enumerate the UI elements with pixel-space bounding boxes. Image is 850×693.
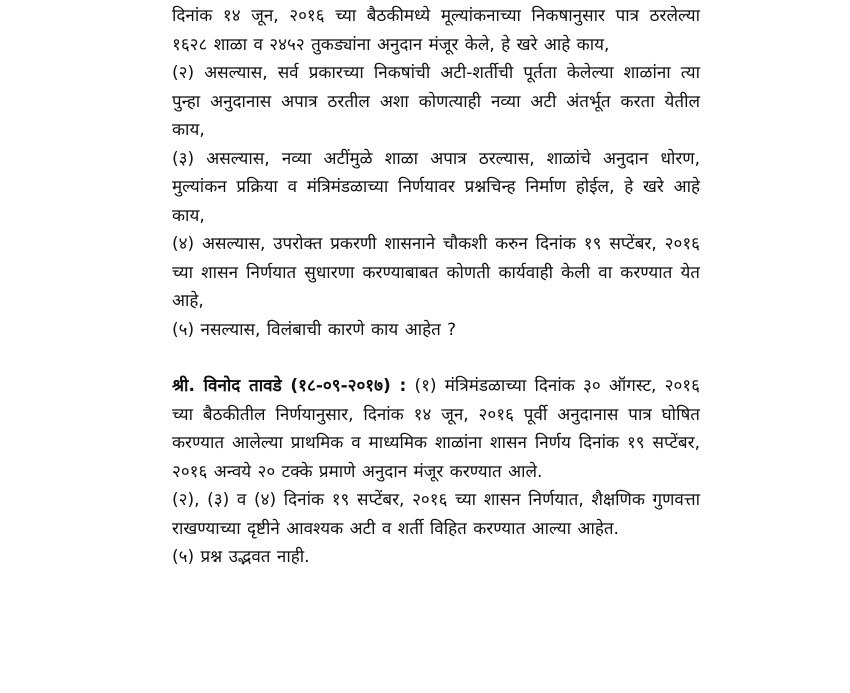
question-paragraph-1: दिनांक १४ जून, २०१६ च्या बैठकीमध्ये मूल्यांकनाच्या निकषानुसार पात्र ठरलेल्या १६२८ शाळा व २४५२ तुकड्यांना अनुदान मंजूर केले, हे खरे आहे काय, — [172, 6, 700, 55]
answer-paragraph-1 — [172, 372, 700, 486]
answer-speaker: श्री. विनोद तावडे (१८-०९-२०१७) : — [172, 376, 407, 396]
answer-paragraph-1-text: (१) मंत्रिमंडळाच्या दिनांक ३० ऑगस्ट, २०१६ च्या बैठकीतील निर्णयानुसार, दिनांक १४ जून, २०१६ पूर्वी अनुदानास पात्र घोषित करण्यात आलेल्या प्राथमिक व माध्यमिक शाळांना शासन निर्णय दिनांक १९ सप्टेंबर, २०१६ अन्वये २० टक्के प्रमाणे अनुदान मंजूर करण्यात आले. — [172, 376, 700, 482]
question-paragraph-2: (२) असल्यास, सर्व प्रकारच्या निकषांची अटी-शर्तीची पूर्तता केलेल्या शाळांना त्या पुन्हा अनुदानास अपात्र ठरतील अशा कोणत्याही नव्या अटी अंतर्भूत करता येतील काय, — [172, 63, 700, 140]
question-paragraph-4: (४) असल्यास, उपरोक्त प्रकरणी शासनाने चौकशी करुन दिनांक १९ सप्टेंबर, २०१६ च्या शासन निर्णयात सुधारणा करण्याबाबत कोणती कार्यवाही केली वा करण्यात येत आहे, — [172, 234, 700, 311]
section-spacer — [172, 344, 700, 372]
answer-paragraph-3: (५) प्रश्न उद्भवत नाही. — [172, 547, 310, 567]
question-paragraph-3: (३) असल्यास, नव्या अटींमुळे शाळा अपात्र ठरल्यास, शाळांचे अनुदान धोरण, मुल्यांकन प्रक्रिया व मंत्रिमंडळाच्या निर्णयावर प्रश्नचिन्ह निर्माण होईल, हे खरे आहे काय, — [172, 148, 700, 226]
text-column — [172, 2, 700, 572]
question-paragraph-5: (५) नसल्यास, विलंबाची कारणे काय आहेत ? — [172, 319, 457, 340]
answer-paragraph-2: (२), (३) व (४) दिनांक १९ सप्टेंबर, २०१६ च्या शासन निर्णयात, शैक्षणिक गुणवत्ता राखण्याच्या दृष्टीने आवश्यक अटी व शर्ती विहित करण्यात आल्या आहेत. — [172, 490, 700, 539]
